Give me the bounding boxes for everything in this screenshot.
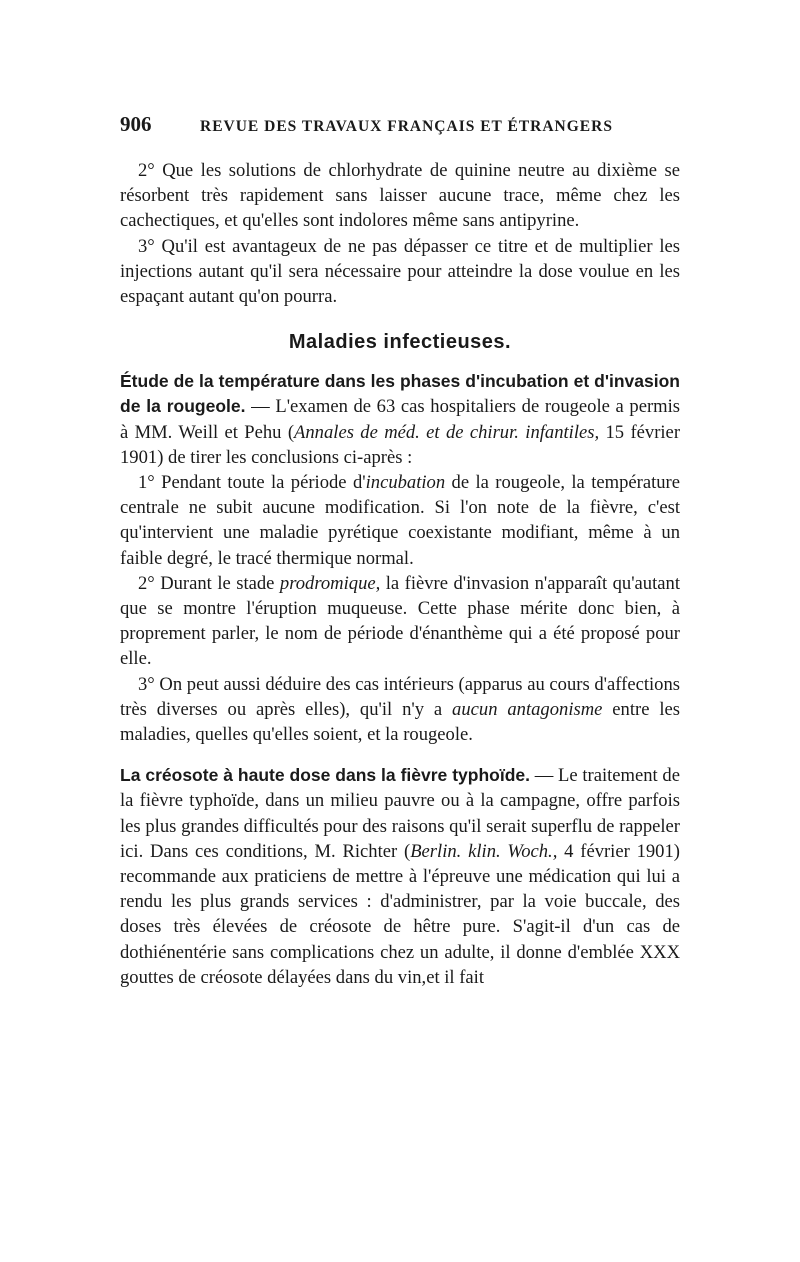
article1-point-2-em: prodromique, xyxy=(279,572,381,594)
article1-point-3-em: aucun antagonisme xyxy=(452,698,603,720)
article1-point-1-a: 1° Pendant toute la période d' xyxy=(138,472,366,494)
article2-title: La créosote à haute dose dans la fièvre typhoïde. xyxy=(120,765,530,786)
article1-point-3 xyxy=(120,672,680,748)
article1-point-2-b: la fièvre d'invasion n'apparaît qu'autant que se montre l'éruption muqueuse. Cette phase mérite donc bien, à proprement parler, le nom de période d'énanthème qui a été proposé pour elle. xyxy=(120,572,680,670)
article1-point-2-a: 2° Durant le stade xyxy=(138,572,280,594)
article1-intro xyxy=(120,369,680,470)
article2-text-a: — Le traitement de la fièvre typhoïde, dans un milieu pauvre ou à la campagne, offre parfois les plus grandes difficultés pour des raisons qu'il serait superflu de rappeler ici. Dans ces conditions, M. Richter ( xyxy=(120,765,680,862)
article1-intro-a: — L'examen de 63 cas hospitaliers de rougeole a permis à MM. Weill et Pehu ( xyxy=(120,396,681,443)
intro-paragraph-2: 2° Que les solutions de chlorhydrate de quinine neutre au dixième se résorbent très rapidement sans laisser aucune trace, même chez les cachectiques, et qu'elles sont indolores même sans antipyrine. xyxy=(120,160,680,232)
running-head xyxy=(120,112,680,144)
article1-point-3-b: entre les maladies, quelles qu'elles soient, et la rougeole. xyxy=(120,698,680,746)
intro-paragraph-3: 3° Qu'il est avantageux de ne pas dépasser ce titre et de multiplier les injections autant qu'il sera nécessaire pour atteindre la dose voulue en les espaçant autant qu'on pourra. xyxy=(120,235,680,308)
page-number: 906 xyxy=(120,112,152,136)
article1-point-1-b: de la rougeole, la température centrale ne subit aucune modification. Si l'on note de la fièvre, c'est qu'intervient une maladie pyrétique coexistante modifiant, même à un faible degré, le tracé thermique normal. xyxy=(120,472,680,569)
journal-title: REVUE DES TRAVAUX FRANÇAIS ET ÉTRANGERS xyxy=(200,118,613,135)
article1-point-1-em: incubation xyxy=(365,472,446,494)
article2-text-b: 4 février 1901) recommande aux praticiens de mettre à l'épreuve une médication qui lui a rendu les plus grands services : d'administrer, par la voie buccale, des doses très élevées de créosote de hêtre pure. S'agit-il d'un cas de dothiénentérie sans complications chez un adulte, il donne d'emblée XXX gouttes de créosote délayées dans du vin,et il fait xyxy=(120,840,680,988)
article2-body xyxy=(120,763,680,990)
article1-point-2 xyxy=(120,571,680,672)
article1-point-1 xyxy=(120,470,680,571)
article1-point-3-a: 3° On peut aussi déduire des cas intérieurs (apparus au cours d'affections très diverses ou après elles), qu'il n'y a xyxy=(120,673,680,720)
article1-title: Étude de la température dans les phases d'incubation et d'invasion de la rougeole. xyxy=(120,371,680,417)
article1-source: Annales de méd. et de chirur. infantiles, xyxy=(294,421,600,443)
article-rougeole xyxy=(120,369,680,747)
article1-intro-b: 15 février 1901) de tirer les conclusions ci-après : xyxy=(120,421,681,468)
section-heading: Maladies infectieuses. xyxy=(288,331,512,354)
article2-source: Berlin. klin. Woch., xyxy=(410,840,558,862)
article-creosote xyxy=(120,763,680,990)
